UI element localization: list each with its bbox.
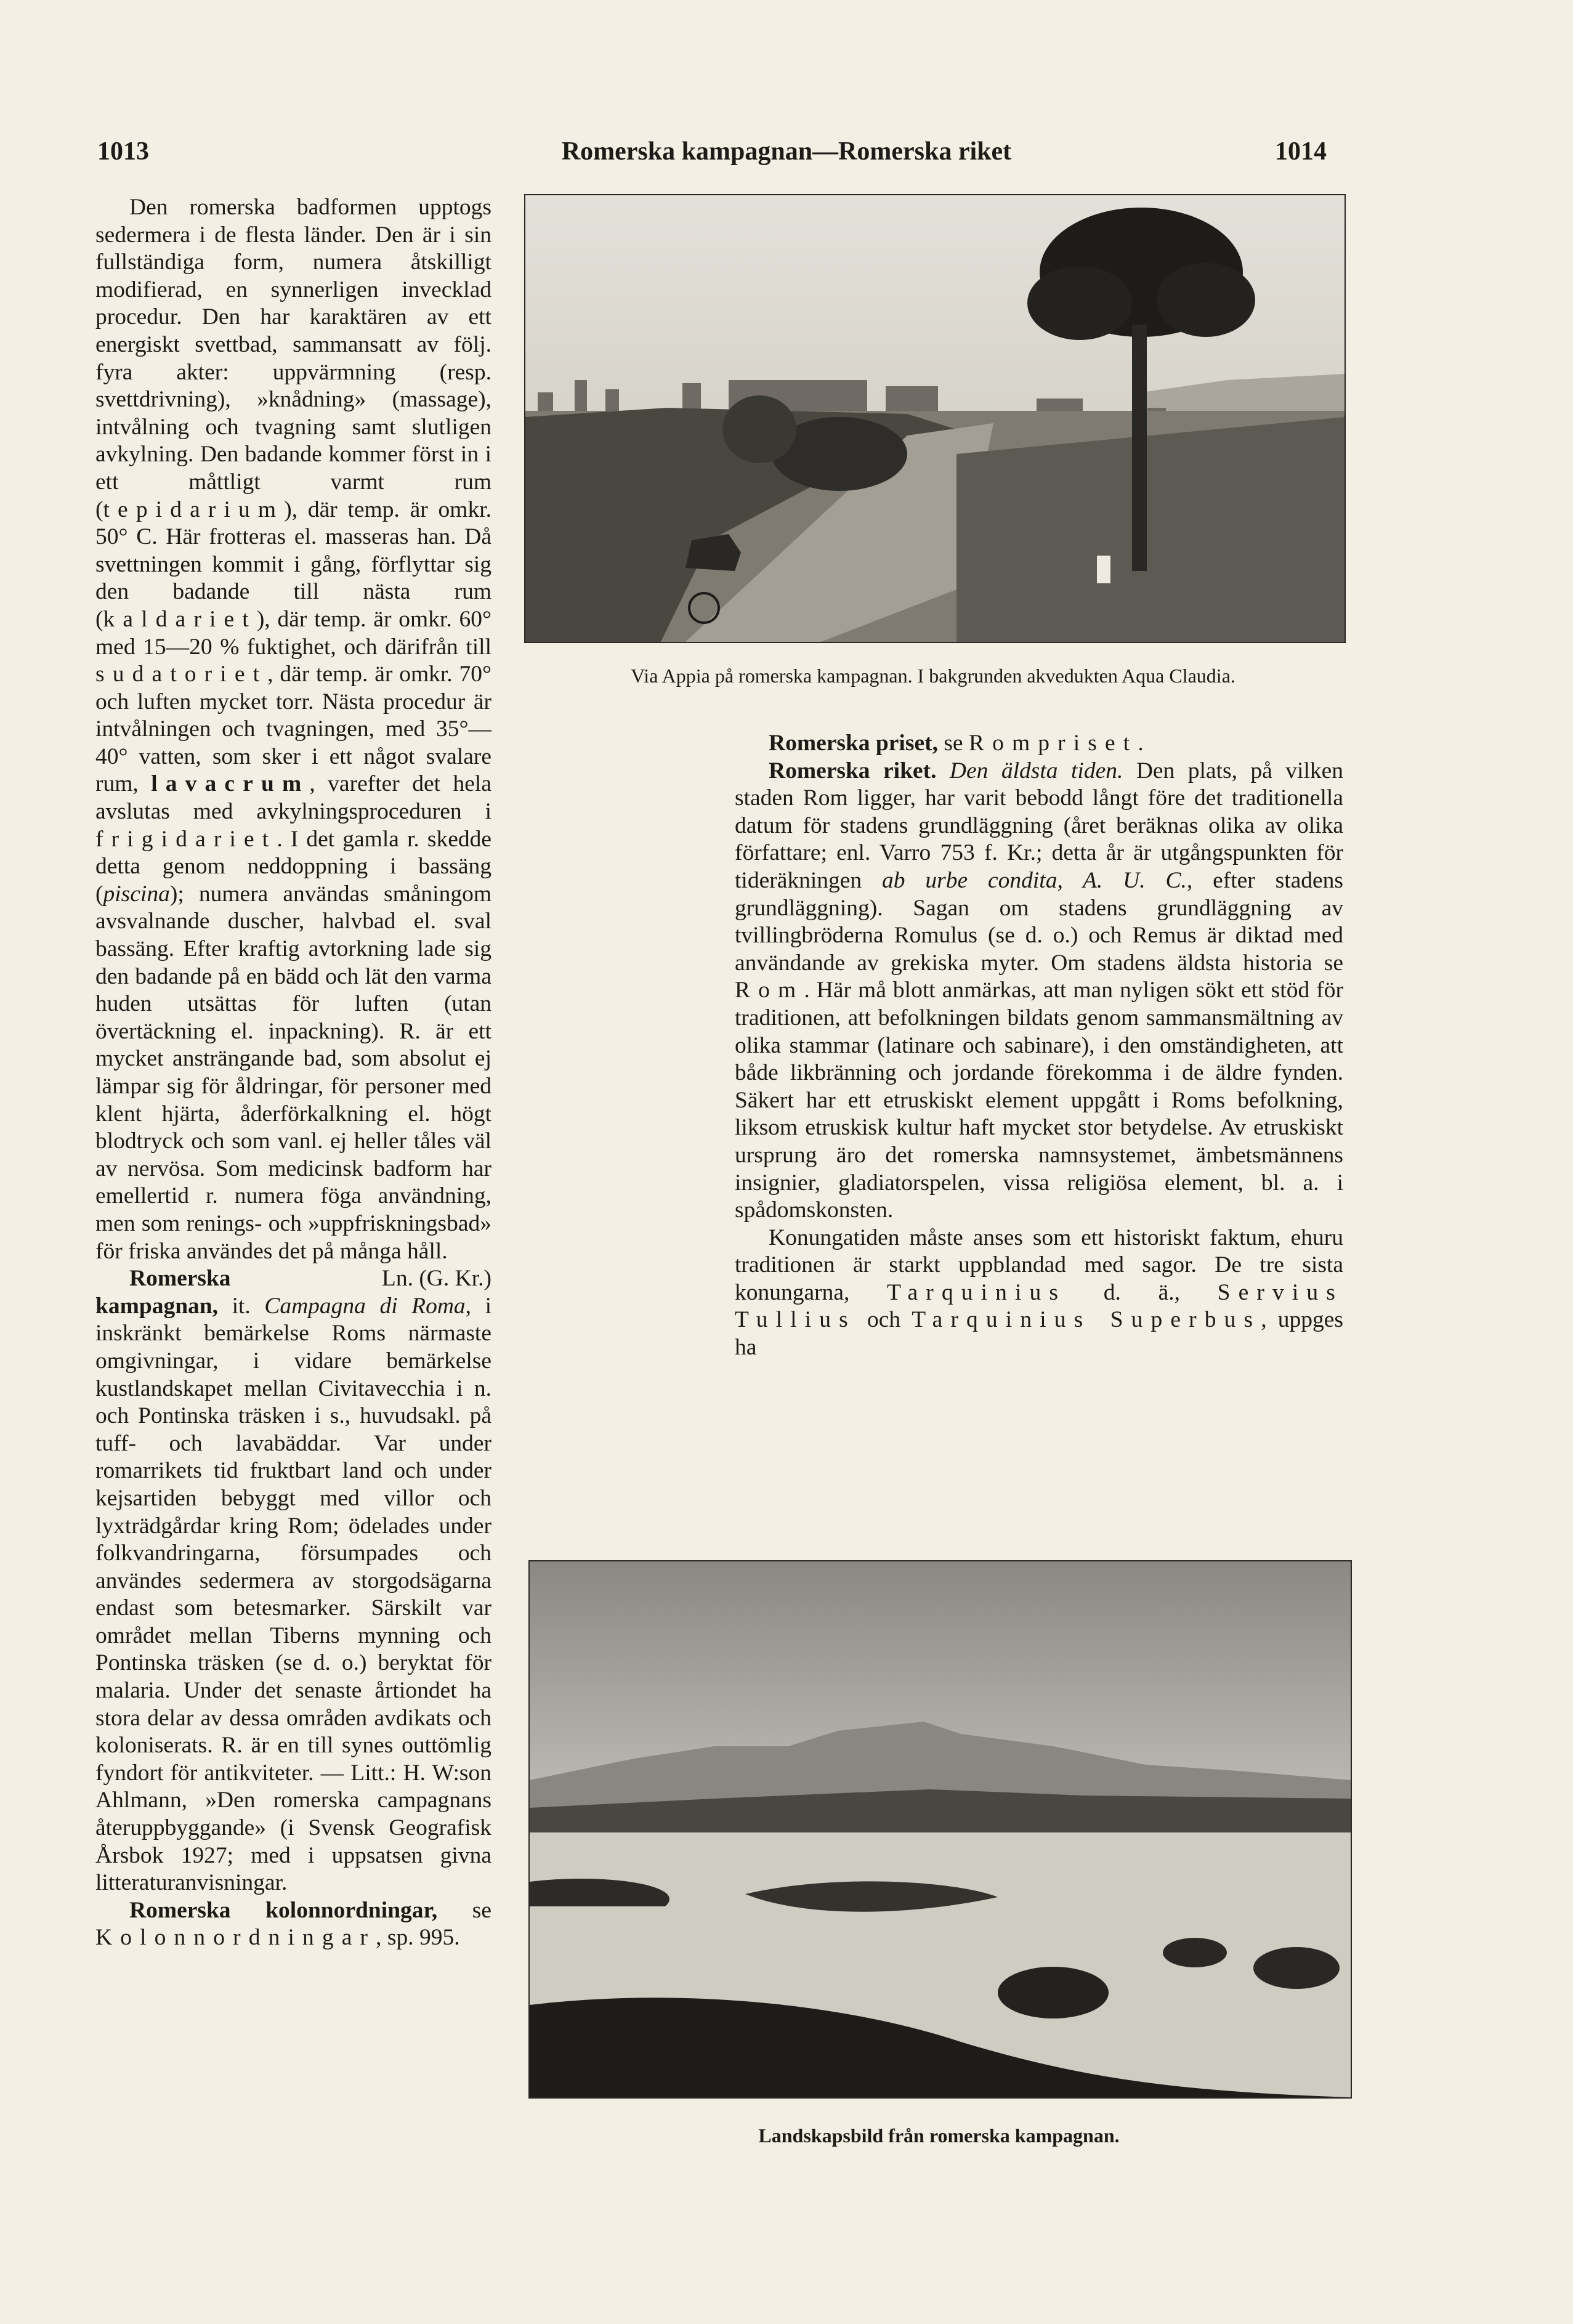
top-photo-caption: Via Appia på romerska kampagnan. I bakgrunden akvedukten Aqua Claudia. <box>631 665 1235 687</box>
bottom-photo-caption: Landskapsbild från romerska kampagnan. <box>758 2124 1120 2147</box>
paragraph-rompriset: Romerska priset, se Rompriset. <box>769 731 1144 756</box>
page-number-left: 1013 <box>97 137 149 166</box>
landscape-photo <box>528 1560 1352 2099</box>
page-number-right: 1014 <box>1275 137 1327 166</box>
paragraph-column-orders: Romerska kolonnordningar, se Kolonnordningar, sp. 995. <box>95 1897 491 1951</box>
left-column <box>95 194 491 1952</box>
paragraph-konungatiden: Konungatiden måste anses som ett historiskt faktum, ehuru traditionen är starkt uppblandad med sagor. De tre sista konungarna, Tarquinius d. ä., Servius Tullius och Tarquinius Superbus, uppges ha <box>735 1225 1343 1361</box>
right-column <box>735 730 1343 1362</box>
via-appia-photo <box>524 194 1346 643</box>
paragraph-roman-bath: Den romerska badformen upptogs sedermera i de flesta länder. Den är i sin fullständiga form, numera åtskilligt modifierad, en synnerligen invecklad procedur. Den har karaktären av ett energiskt svettbad, sammansatt av följ. fyra akter: uppvärmning (resp. svettdrivning), »knådning» (massage), intvålning och tvagning samt slutligen avkylning. Den badande kommer först in i ett måttligt varmt rum (tepidarium), där temp. är omkr. 50° C. Här frotteras el. masseras han. Då svettningen kommit i gång, förflyttar sig den badande till nästa rum (kaldariet), där temp. är omkr. 60° med 15—20 % fuktighet, och därifrån till sudatoriet, där temp. är omkr. 70° och luften mycket torr. Nästa procedur är intvålningen och tvagningen, med 35°—40° vatten, som sker i ett något svalare rum, lavacrum, varefter det hela avslutas med avkylningsproceduren i frigidariet. I det gamla r. skedde detta genom neddoppning i bassäng (piscina); numera användas småningom avsvalnande duscher, halvbad el. sval bassäng. Efter kraftig avtorkning lade sig den badande på en bädd och lät den varma huden utsättas för luften (utan övertäckning el. inpackning). R. är ett mycket ansträngande bad, som absolut ej lämpar sig för åldringar, för personer med klent hjärta, åderförkalkning el. högt blodtryck och som vanl. ej heller tåles väl av nervösa. Som medicinsk badform har emellertid r. numera föga användning, men som renings- och »uppfriskningsbad» för friska användes det på många håll. Ln. (G. Kr.) <box>95 195 491 1292</box>
paragraph-romerska-riket: Romerska riket. Den äldsta tiden. Den plats, på vilken staden Rom ligger, har varit bebodd långt före det traditionella datum för stadens grundläggning (året beräknas olika av olika författare; enl. Varro 753 f. Kr.; detta år är utgångspunkten för tideräkningen ab urbe condita, A. U. C., efter stadens grundläggning). Sagan om stadens grundläggning av tvillingbröderna Romulus (se d. o.) och Remus är diktad med användande av grekiska myter. Om stadens äldsta historia se Rom. Här må blott anmärkas, att man nyligen sökt ett stöd för traditionen, att befolkningen bildats genom sammansmältning av olika stammar (latinare och sabinare), i den omständigheten, att både likbränning och jordande förekomma i de äldre fynden. Säkert har ett etruskiskt element uppgått i Roms befolkning, liksom etruskisk kultur haft mycket stor betydelse. Av etruskiskt ursprung äro det romerska namnsystemet, ämbetsmännens insignier, gladiatorspelen, vissa religiösa element, bl. a. i spådomskonsten. <box>735 758 1344 1223</box>
paragraph-campagna: Romerska kampagnan, it. Campagna di Roma, i inskränkt bemärkelse Roms närmaste omgivningar, i vidare bemärkelse kustlandskapet mellan Civitavecchia i n. och Pontinska träsken i s., huvudsakl. på tuff- och lavabäddar. Var under romarrikets tid fruktbart land och under kejsartiden bebyggt med villor och lyxträdgårdar kring Rom; ödelades under folkvandringarna, försumpades och användes sedermera av storgodsägarna endast som betesmarker. Särskilt var området mellan Tiberns mynning och Pontinska träsken (se d. o.) beryktat för malaria. Under det senaste årtiondet ha stora delar av dessa områden avdikats och koloniserats. R. är en till synes outtömlig fyndort för antikviteter. — Litt.: H. W:son Ahlmann, »Den romerska campagnans återuppbyggande» (i Svensk Geografisk Årsbok 1927; med i uppsatsen givna litteraturanvisningar. <box>95 1266 492 1896</box>
running-title: Romerska kampagnan—Romerska riket <box>561 137 1012 166</box>
